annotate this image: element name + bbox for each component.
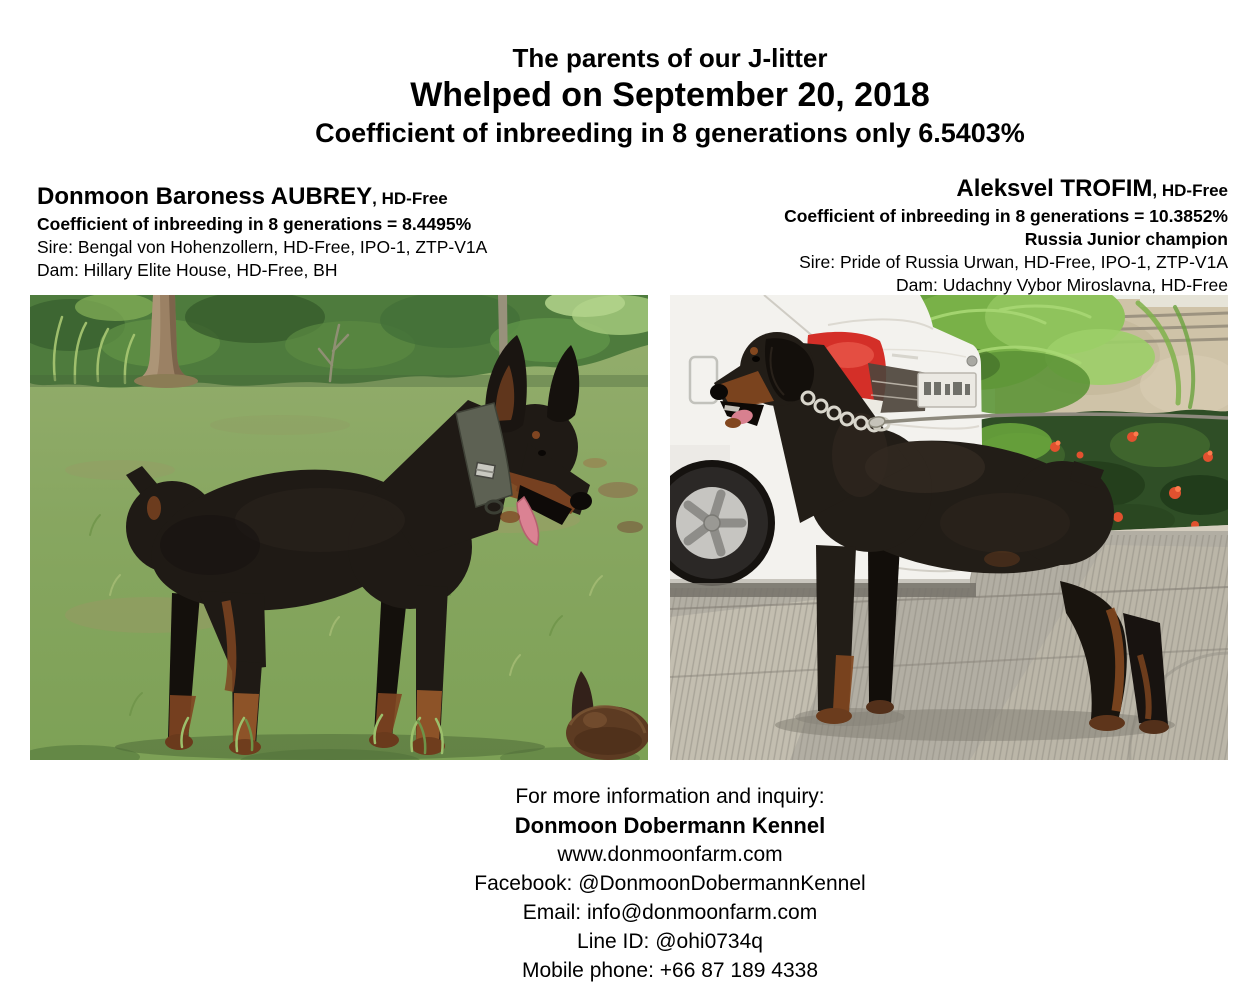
dam-hd-status: , HD-Free (372, 189, 448, 208)
dam-photo (30, 295, 648, 760)
footer-contact (90, 782, 1250, 985)
kennel-name: Donmoon Dobermann Kennel (514, 813, 826, 838)
sire-coefficient: Coefficient of inbreeding in 8 generations = 10.3852% (784, 206, 1228, 226)
dam-name-line (37, 182, 487, 213)
sire-info-block (784, 174, 1228, 297)
header (90, 42, 1250, 150)
license-plate (918, 373, 976, 407)
nose (570, 492, 592, 510)
eye (538, 450, 546, 456)
header-title: Whelped on September 20, 2018 (410, 76, 930, 114)
sire-hd-status: , HD-Free (1152, 181, 1228, 200)
dam-coefficient: Coefficient of inbreeding in 8 generations = 8.4495% (37, 214, 472, 234)
dam-name: Donmoon Baroness AUBREY (37, 183, 373, 210)
sire-sire-line: Sire: Pride of Russia Urwan, HD-Free, IPO-1, ZTP-V1A (799, 252, 1228, 272)
facebook-handle: Facebook: @DonmoonDobermannKennel (474, 872, 866, 895)
mobile-phone: Mobile phone: +66 87 189 4338 (522, 959, 818, 982)
eye (752, 356, 760, 362)
footer-intro: For more information and inquiry: (515, 785, 825, 808)
sire-dam-line: Dam: Udachny Vybor Miroslavna, HD-Free (896, 275, 1228, 295)
sire-name-line (784, 174, 1228, 205)
dam-info-block (37, 182, 487, 282)
collar-buckle (475, 463, 495, 479)
sire-name: Aleksvel TROFIM (956, 175, 1153, 202)
sire-photo (670, 295, 1228, 760)
nose (710, 384, 728, 400)
header-coefficient-line: Coefficient of inbreeding in 8 generations only 6.5403% (315, 118, 1025, 148)
email-address: Email: info@donmoonfarm.com (522, 901, 818, 924)
line-id: Line ID: @ohi0734q (577, 930, 763, 953)
dam-dam-line: Dam: Hillary Elite House, HD-Free, BH (37, 260, 338, 280)
header-subtitle: The parents of our J-litter (512, 43, 828, 73)
dam-sire-line: Sire: Bengal von Hohenzollern, HD-Free, IPO-1, ZTP-V1A (37, 237, 488, 257)
website: www.donmoonfarm.com (557, 843, 783, 866)
car-emblem (967, 356, 977, 366)
sire-champion-line: Russia Junior champion (1024, 229, 1228, 249)
